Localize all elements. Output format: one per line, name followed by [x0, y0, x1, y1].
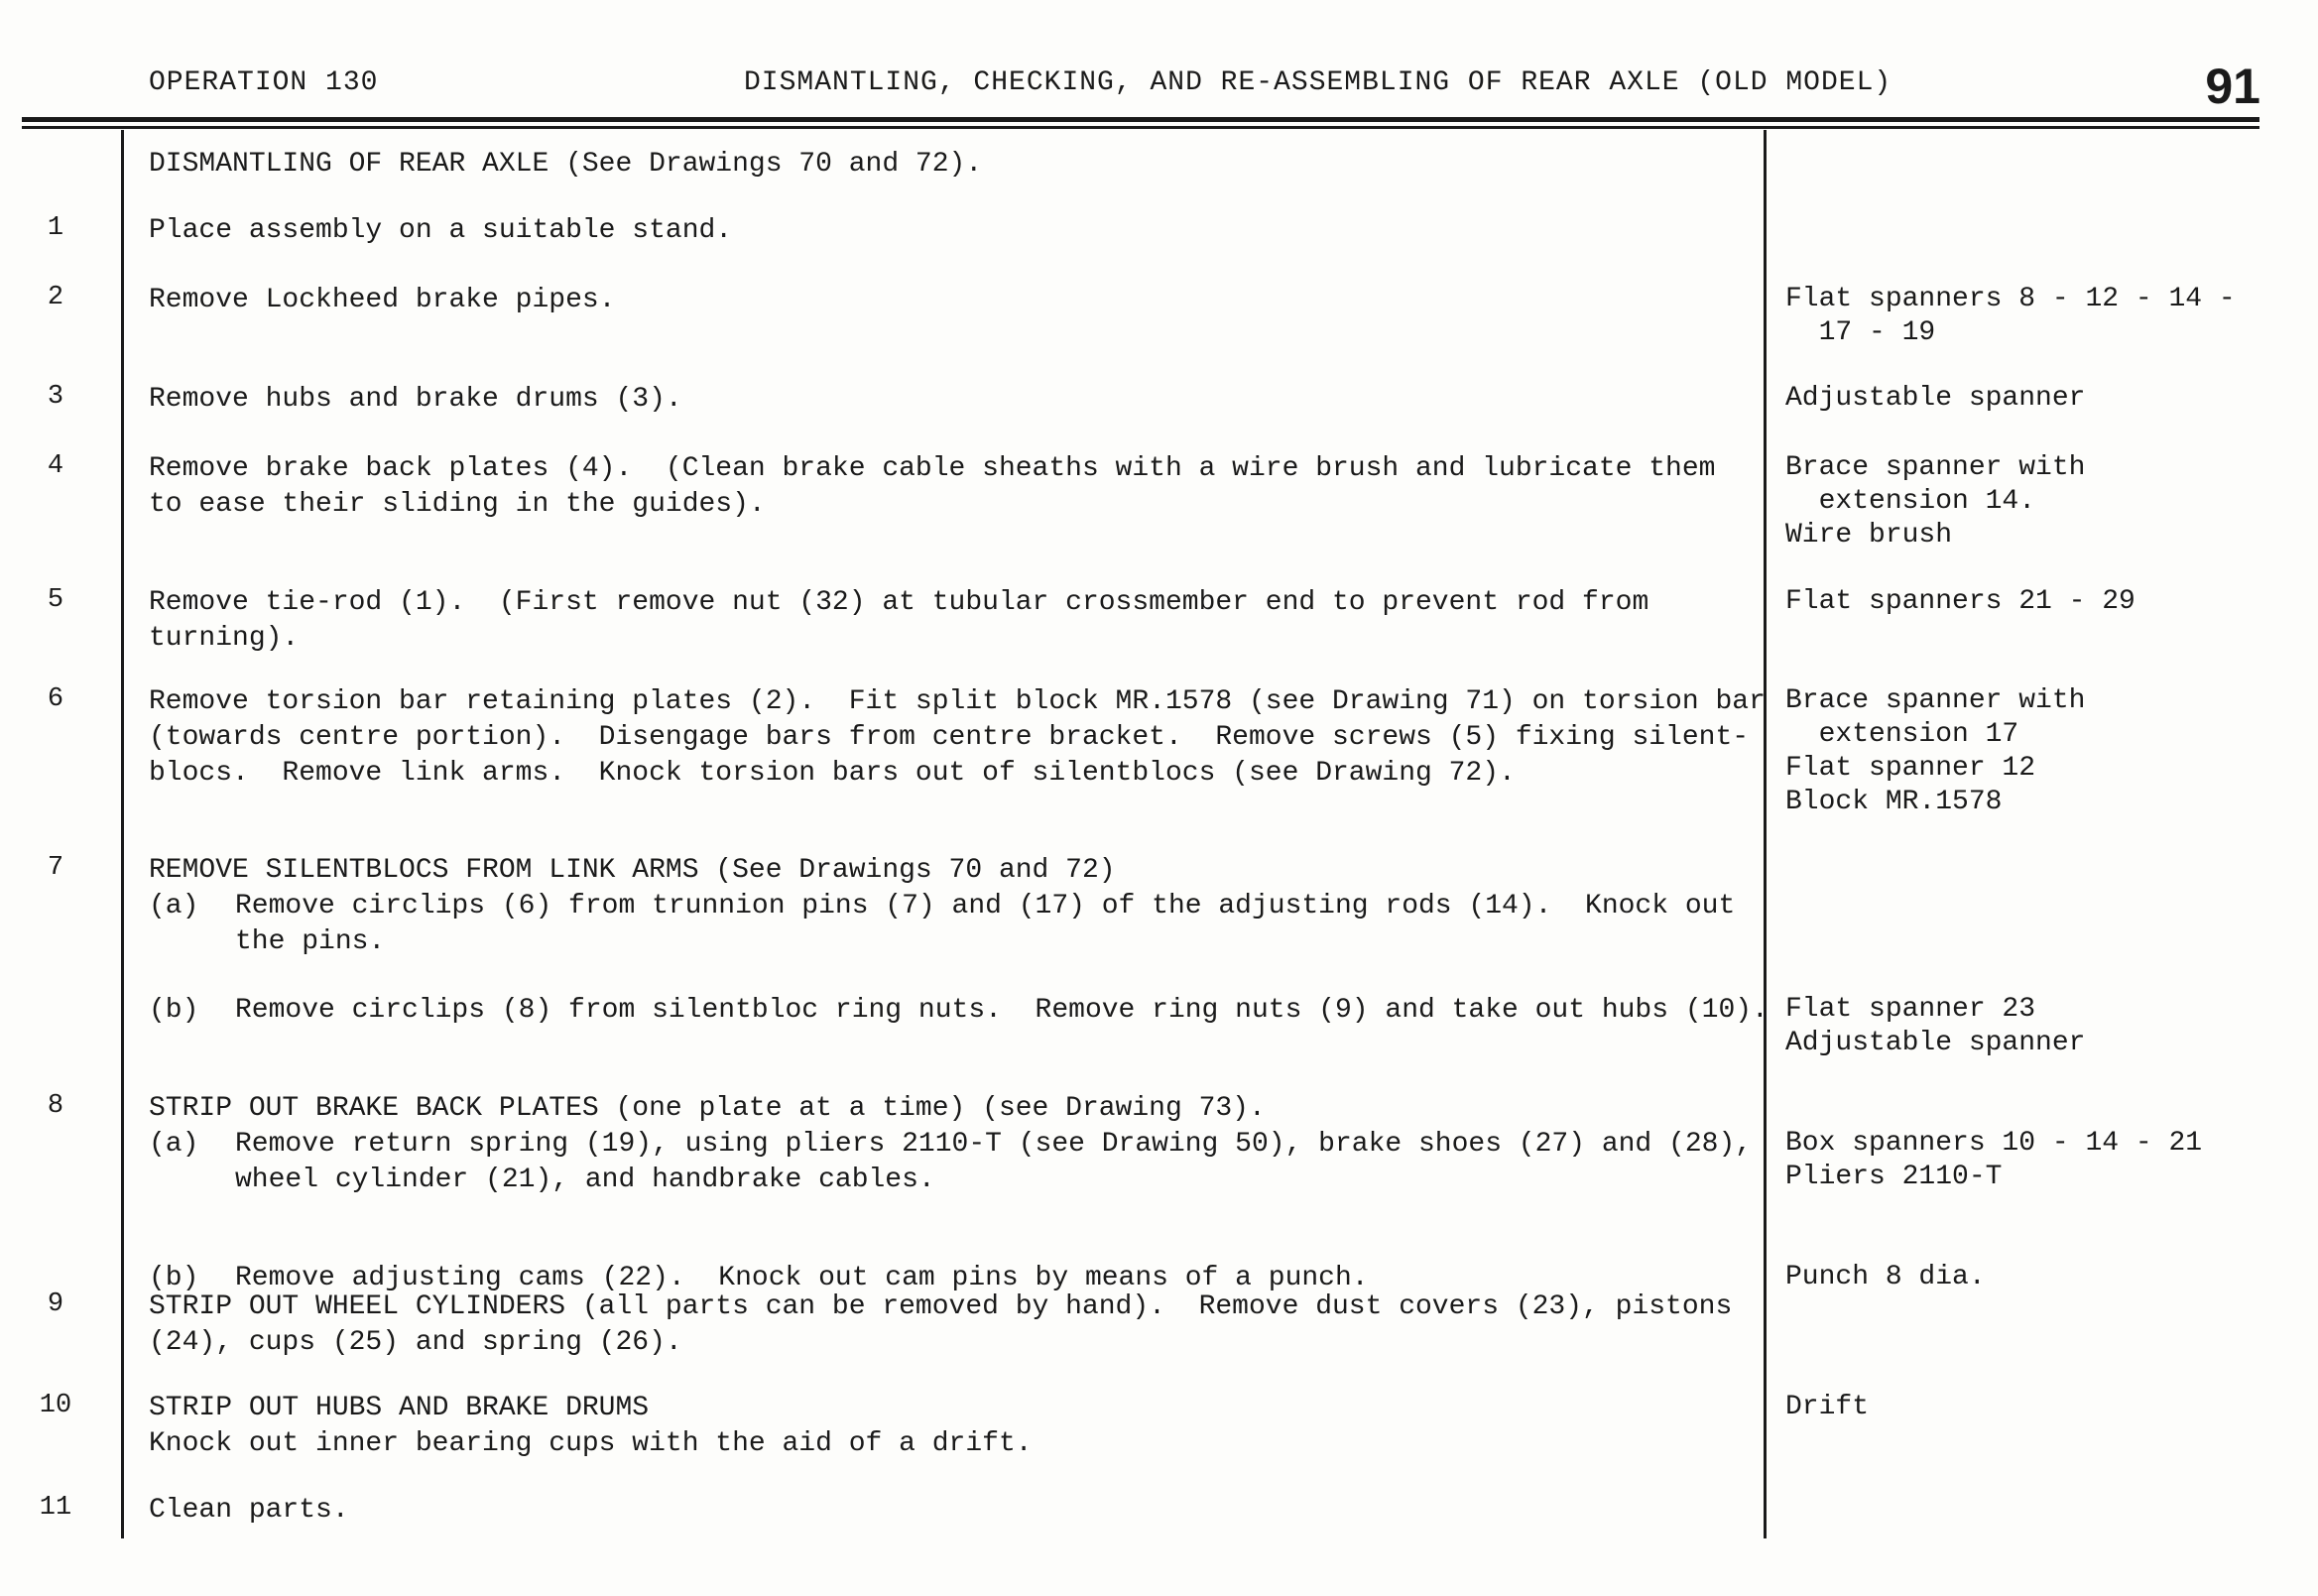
step-number: 1 — [47, 213, 64, 243]
instruction-line: Clean parts. — [149, 1495, 349, 1526]
sub-step-label: (b) — [149, 995, 199, 1026]
sub-step-text — [235, 889, 1762, 960]
instruction-line: (towards centre portion). Disengage bars from centre bracket. Remove screws (5) fixing silent- — [149, 722, 1750, 753]
sub-step-label: (a) — [149, 891, 199, 921]
instruction-line: Remove tie-rod (1). (First remove nut (32) at tubular crossmember end to prevent rod from — [149, 587, 1649, 618]
step-number: 10 — [39, 1391, 72, 1420]
instruction-line: wheel cylinder (21), and handbrake cables. — [235, 1165, 935, 1195]
instruction-line: turning). — [149, 623, 300, 654]
step-number: 6 — [47, 684, 64, 714]
tools-cell — [1785, 585, 2301, 619]
tool-line: Drift — [1785, 1392, 1870, 1422]
tool-line: 17 - 19 — [1785, 317, 1936, 348]
sub-step-text — [235, 1127, 1762, 1198]
tool-line: Brace spanner with — [1785, 452, 2086, 483]
step-instruction — [149, 1289, 1762, 1361]
tools-cell — [1785, 283, 2301, 350]
sub-step — [149, 889, 1762, 960]
step-instruction — [149, 213, 1762, 249]
tool-line: extension 17 — [1785, 719, 2019, 750]
step-instruction — [149, 853, 1762, 889]
step-heading: REMOVE SILENTBLOCS FROM LINK ARMS (See Drawings 70 and 72) — [149, 855, 1116, 886]
tool-line: Punch 8 dia. — [1785, 1262, 1986, 1292]
page-number: 91 — [2205, 59, 2260, 114]
tool-line: Block MR.1578 — [1785, 787, 2003, 817]
step-instruction — [149, 1391, 1762, 1462]
step-instruction — [149, 283, 1762, 318]
instruction-line: Knock out inner bearing cups with the aid of a drift. — [149, 1428, 1033, 1459]
tools-cell — [1785, 993, 2301, 1060]
step-instruction — [149, 1091, 1762, 1127]
instruction-line: (24), cups (25) and spring (26). — [149, 1327, 682, 1358]
instruction-line: Remove adjusting cams (22). Knock out cam pins by means of a punch. — [235, 1263, 1369, 1293]
instruction-line: blocs. Remove link arms. Knock torsion bars out of silentblocs (see Drawing 72). — [149, 758, 1516, 789]
tool-line: Flat spanner 23 — [1785, 994, 2036, 1025]
sub-step — [149, 993, 1769, 1029]
tool-line: Pliers 2110-T — [1785, 1162, 2003, 1192]
sub-step-label: (b) — [149, 1263, 199, 1293]
step-instruction — [149, 684, 1766, 792]
step-number: 4 — [47, 451, 64, 481]
instruction-line: Remove Lockheed brake pipes. — [149, 285, 616, 315]
sub-step-row — [149, 889, 1762, 960]
tool-line: Box spanners 10 - 14 - 21 — [1785, 1128, 2203, 1159]
tool-line: Adjustable spanner — [1785, 1028, 2086, 1058]
step-number: 9 — [47, 1289, 64, 1319]
sub-step-row — [149, 993, 1769, 1029]
step-instruction — [149, 585, 1762, 657]
sub-step-row — [149, 1127, 1762, 1198]
instruction-line: Remove circlips (6) from trunnion pins (7) and (17) of the adjusting rods (14). Knock out — [235, 891, 1736, 921]
step-instruction — [149, 382, 1762, 418]
step-number: 2 — [47, 283, 64, 312]
sub-step — [149, 1127, 1762, 1198]
tool-line: Brace spanner with — [1785, 685, 2086, 716]
tool-line: Flat spanner 12 — [1785, 753, 2036, 784]
tool-line: Wire brush — [1785, 520, 1953, 551]
instruction-line: to ease their sliding in the guides). — [149, 489, 766, 520]
step-number: 7 — [47, 853, 64, 883]
step-number: 8 — [47, 1091, 64, 1121]
sub-step-label: (a) — [149, 1129, 199, 1160]
page-title: DISMANTLING, CHECKING, AND RE-ASSEMBLING OF REAR AXLE (OLD MODEL) — [744, 67, 1892, 98]
tools-cell — [1785, 1127, 2301, 1194]
tools-cell — [1785, 1261, 2301, 1294]
instruction-line: Remove torsion bar retaining plates (2). Fit split block MR.1578 (see Drawing 71) on torsion bar — [149, 686, 1766, 717]
tools-cell — [1785, 382, 2301, 416]
tools-cell — [1785, 1391, 2301, 1424]
sub-step-text — [235, 993, 1769, 1029]
step-number: 3 — [47, 382, 64, 412]
step-number: 5 — [47, 585, 64, 615]
instruction-line: the pins. — [235, 926, 386, 957]
step-instruction — [149, 1493, 1762, 1529]
tool-line: extension 14. — [1785, 486, 2036, 517]
tool-line: Flat spanners 8 - 12 - 14 - — [1785, 284, 2236, 314]
instruction-line: Remove circlips (8) from silentbloc ring nuts. Remove ring nuts (9) and take out hubs (10). — [235, 995, 1769, 1026]
step-instruction — [149, 451, 1762, 523]
tools-cell — [1785, 684, 2301, 819]
instruction-line: Remove brake back plates (4). (Clean brake cable sheaths with a wire brush and lubricate them — [149, 453, 1716, 484]
step-number: 11 — [39, 1493, 72, 1523]
instruction-line: Place assembly on a suitable stand. — [149, 215, 733, 246]
instruction-line: Remove hubs and brake drums (3). — [149, 384, 682, 415]
instruction-line: STRIP OUT HUBS AND BRAKE DRUMS — [149, 1393, 650, 1423]
section-heading: DISMANTLING OF REAR AXLE (See Drawings 70 and 72). — [149, 149, 983, 180]
step-heading: STRIP OUT BRAKE BACK PLATES (one plate at a time) (see Drawing 73). — [149, 1093, 1266, 1124]
tool-line: Flat spanners 21 - 29 — [1785, 586, 2135, 617]
operation-label: OPERATION 130 — [149, 67, 379, 98]
tools-cell — [1785, 451, 2301, 552]
tool-line: Adjustable spanner — [1785, 383, 2086, 414]
instruction-line: Remove return spring (19), using pliers 2110-T (see Drawing 50), brake shoes (27) and (28), — [235, 1129, 1753, 1160]
instruction-line: STRIP OUT WHEEL CYLINDERS (all parts can be removed by hand). Remove dust covers (23), pistons — [149, 1291, 1733, 1322]
